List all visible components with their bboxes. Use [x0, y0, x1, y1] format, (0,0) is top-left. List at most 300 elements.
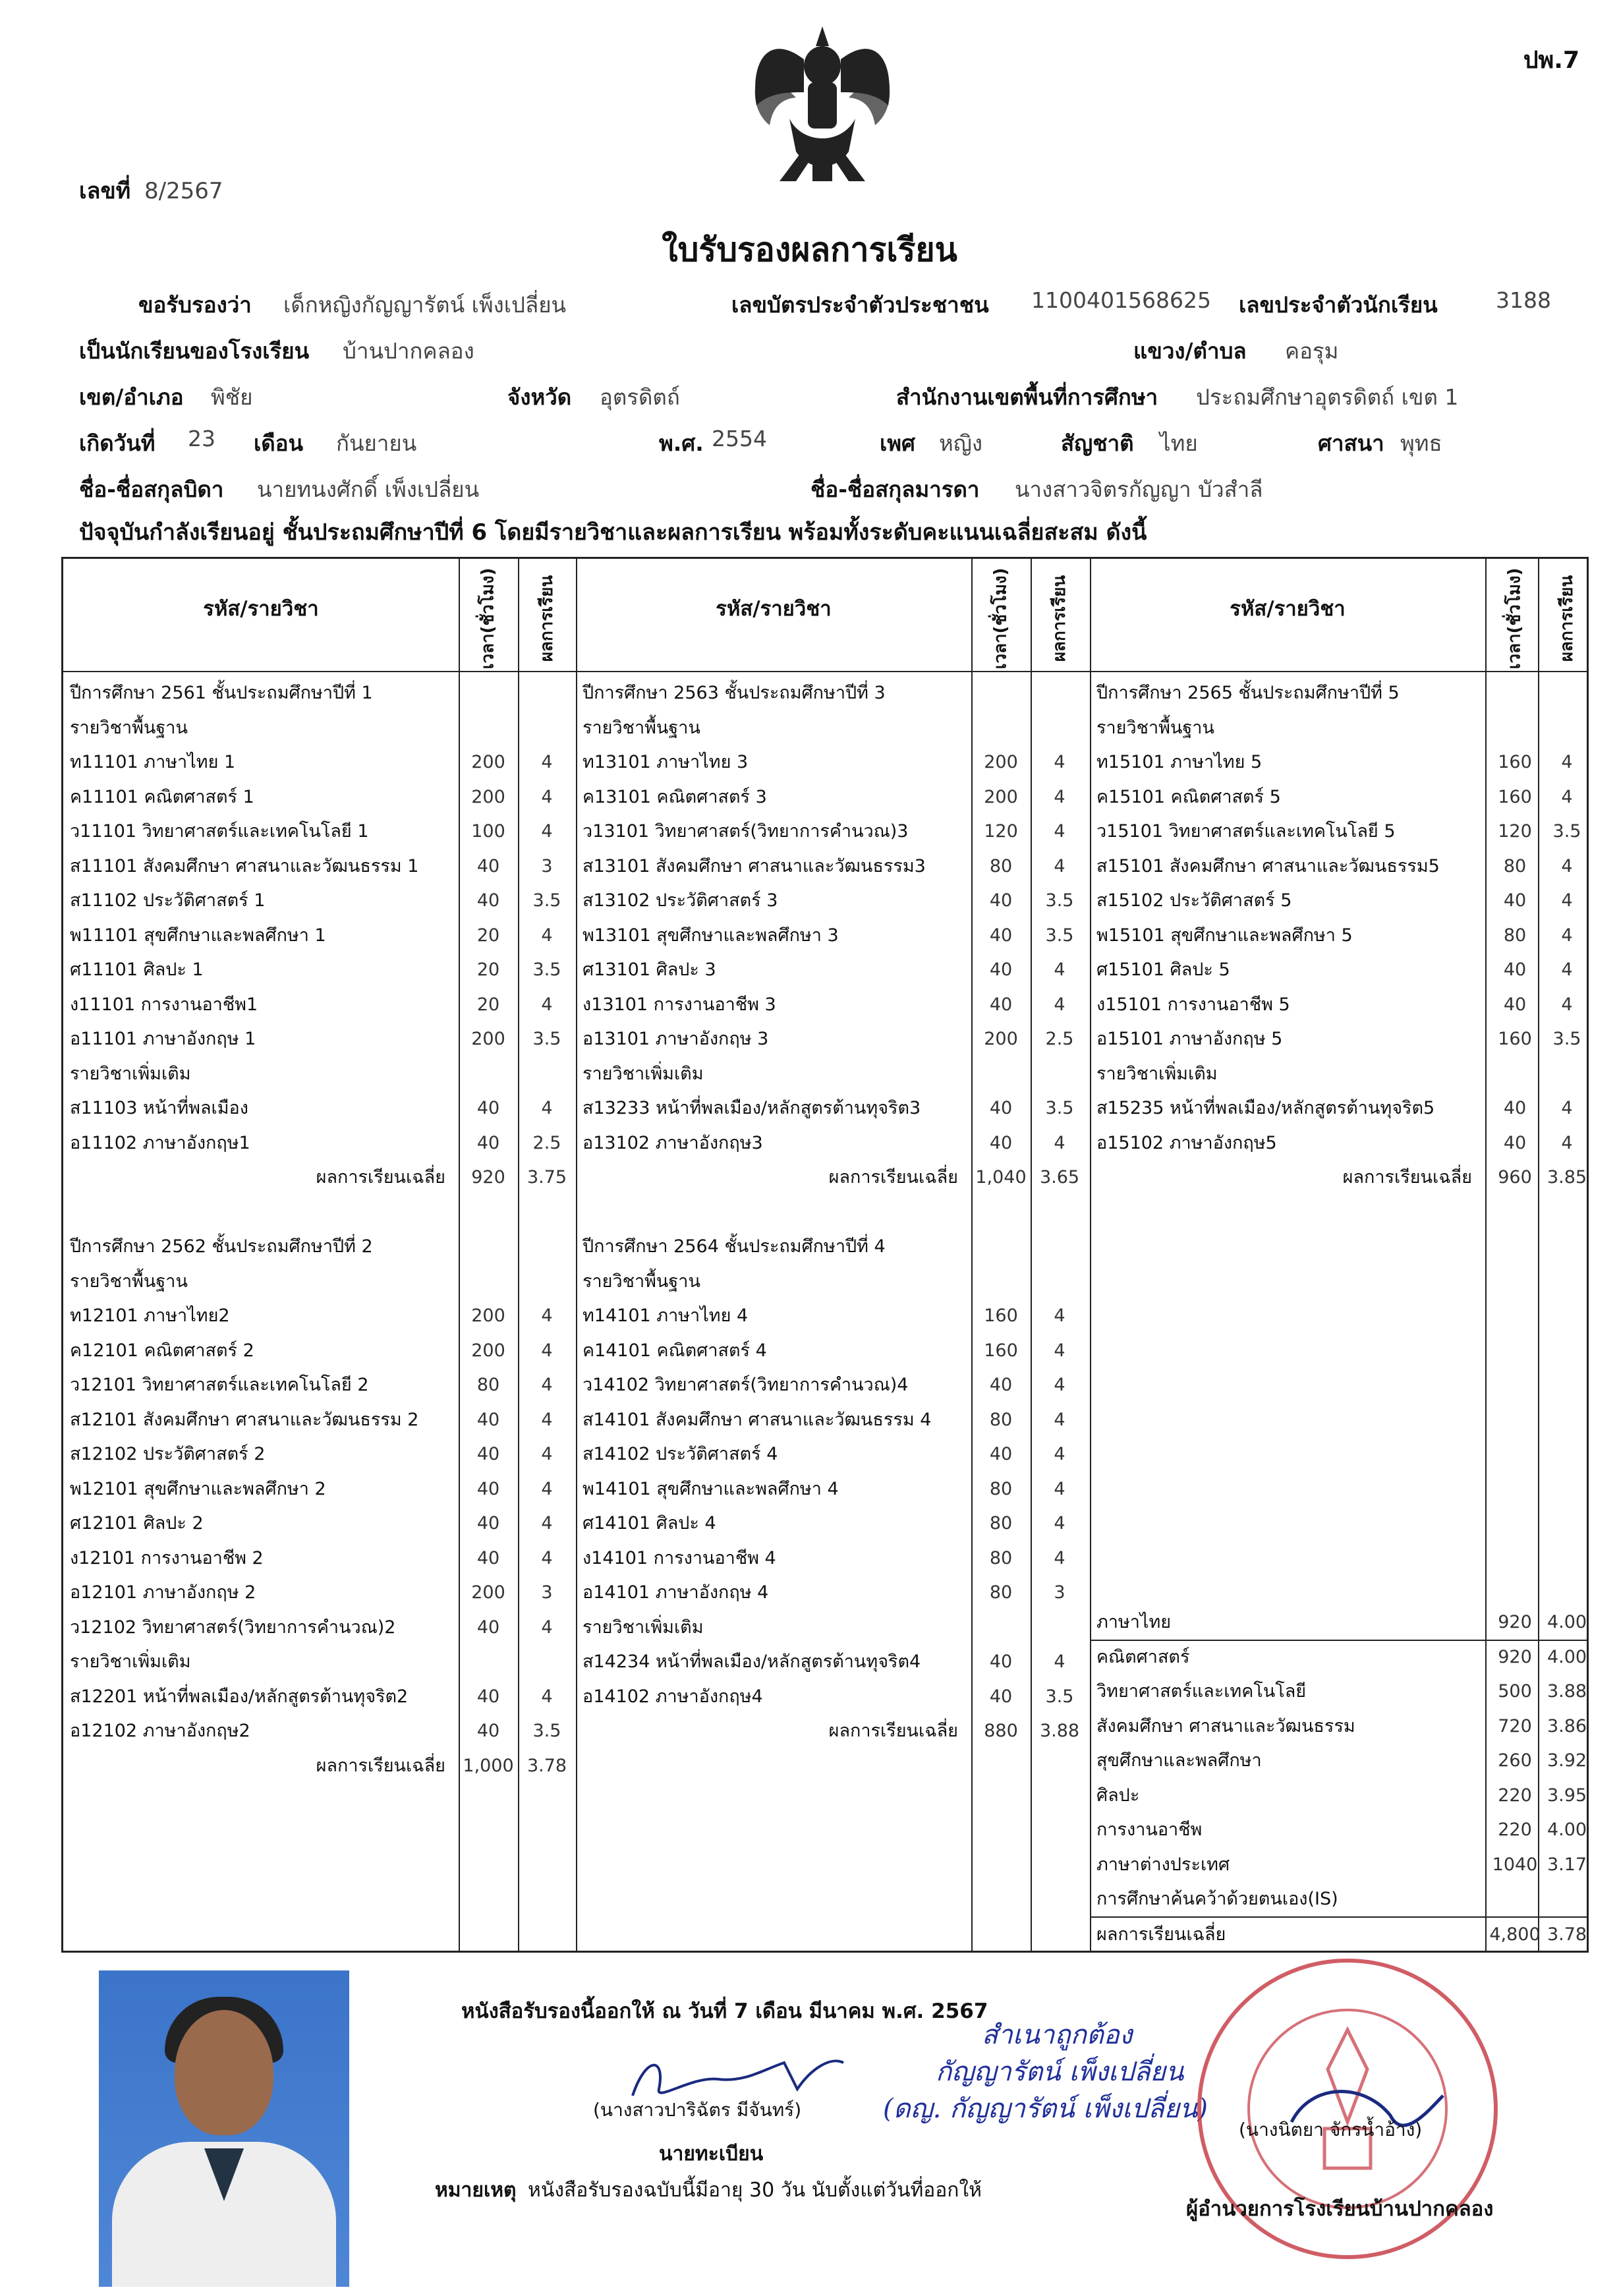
document-number-value: 8/2567 [144, 178, 223, 204]
sex-label: เพศ [880, 430, 915, 456]
birth-year-label: พ.ศ. [659, 430, 704, 456]
hours-cell: 200 [984, 752, 1018, 772]
subject-cell: อ14102 ภาษาอังกฤษ4 [582, 1686, 763, 1707]
registrar-title: นายทะเบียน [659, 2142, 764, 2166]
info-row-2 [79, 333, 1566, 364]
hours-cell [971, 1057, 1031, 1091]
hours-cell: 80 [476, 1375, 500, 1395]
subject-cell: ท15101 ภาษาไทย 5 [1096, 752, 1263, 772]
result-cell: 4 [1054, 1306, 1065, 1326]
result-cell: 4 [1561, 786, 1573, 807]
national-id: 1100401568625 [1031, 287, 1211, 313]
result-cell: 4 [1054, 786, 1065, 807]
hours-cell [459, 1195, 518, 1230]
sex: หญิง [939, 430, 982, 456]
result-cell: 4 [541, 1513, 553, 1534]
remark [435, 2175, 982, 2206]
subject-cell: รายวิชาเพิ่มเติม [582, 1617, 704, 1638]
result-cell: 4 [541, 1547, 553, 1568]
result-cell [518, 1057, 576, 1091]
subject-cell: ส13233 หน้าที่พลเมือง/หลักสูตรต้านทุจริต3 [582, 1098, 921, 1118]
result-cell: 3.5 [1552, 821, 1581, 842]
hours-cell: 40 [1503, 890, 1527, 911]
subject-cell: ศ13101 ศิลปะ 3 [582, 960, 716, 980]
summary-gpa: 3.86 [1547, 1715, 1587, 1736]
father-name: นายทนงศักดิ์ เพ็งเปลี่ยน [257, 476, 480, 502]
issue-date-text: หนังสือรับรองนี้ออกให้ ณ วันที่ 7 เดือน มีนาคม พ.ศ. 2567 [461, 1999, 988, 2023]
hours-cell: 80 [989, 855, 1013, 876]
result-cell: 4 [1561, 925, 1573, 946]
summary-hours: 720 [1498, 1715, 1532, 1736]
hours-cell: 200 [471, 752, 505, 772]
result-cell [1538, 1057, 1596, 1091]
result-cell: 3.5 [532, 960, 561, 980]
subject-cell: ปีการศึกษา 2561 ชั้นประถมศึกษาปีที่ 1 [70, 683, 373, 703]
subject-cell: ท13101 ภาษาไทย 3 [582, 752, 749, 772]
student-id: 3188 [1496, 287, 1551, 313]
result-cell: 4 [541, 821, 553, 842]
result-cell: 4 [1054, 1340, 1065, 1361]
hours-cell: 40 [1503, 1132, 1527, 1153]
result-cell: 4 [1561, 960, 1573, 980]
result-cell [1031, 1611, 1089, 1645]
grades-table [61, 557, 1589, 1953]
student-id-label: เลขประจำตัวนักเรียน [1239, 292, 1438, 318]
hours-cell: 880 [984, 1721, 1018, 1741]
subject-cell: ส14102 ประวัติศาสตร์ 4 [582, 1444, 778, 1464]
subject-cell: ปีการศึกษา 2565 ชั้นประถมศึกษาปีที่ 5 [1096, 683, 1400, 703]
summary-gpa: 4.00 [1547, 1612, 1587, 1632]
subject-cell: รายวิชาพื้นฐาน [1096, 717, 1214, 738]
subject-cell: อ13102 ภาษาอังกฤษ3 [582, 1132, 763, 1153]
subject-cell: ท11101 ภาษาไทย 1 [70, 752, 236, 772]
summary-hours: 1040 [1492, 1854, 1538, 1875]
subject-cell: พ11101 สุขศึกษาและพลศึกษา 1 [70, 925, 326, 946]
result-cell: 4 [541, 925, 553, 946]
subject-cell: ว14102 วิทยาศาสตร์(วิทยาการคำนวณ)4 [582, 1375, 909, 1395]
birth-month-label: เดือน [254, 430, 304, 456]
hours-cell: 40 [1503, 994, 1527, 1015]
result-cell: 4 [541, 994, 553, 1015]
result-cell: 4 [1561, 855, 1573, 876]
intro-text: ปัจจุบันกำลังเรียนอยู่ ชั้นประถมศึกษาปีที่ 6 โดยมีรายวิชาและผลการเรียน พร้อมทั้งระดับคะแนนเฉลี่ยสะสม ดังนี้ [79, 519, 1147, 546]
info-row-1 [79, 287, 1566, 318]
result-cell [1031, 711, 1089, 745]
remark-text: หนังสือรับรองฉบับนี้มีอายุ 30 วัน นับตั้งแต่วันที่ออกให้ [528, 2179, 982, 2202]
subject-cell: ค13101 คณิตศาสตร์ 3 [582, 786, 767, 807]
year-gpa-label: ผลการเรียนเฉลี่ย [828, 1721, 958, 1741]
summary-subject: คณิตศาสตร์ [1096, 1646, 1190, 1667]
summary-hours: 920 [1498, 1646, 1532, 1667]
subject-cell: ค12101 คณิตศาสตร์ 2 [70, 1340, 254, 1361]
subject-cell: ส11103 หน้าที่พลเมือง [70, 1098, 248, 1118]
subject-cell: ปีการศึกษา 2562 ชั้นประถมศึกษาปีที่ 2 [70, 1236, 373, 1257]
hours-cell: 40 [989, 1132, 1013, 1153]
header-hours: เวลา(ชั่วโมง) [990, 567, 1011, 669]
result-cell [518, 1195, 576, 1230]
result-cell [518, 711, 576, 745]
remark-label: หมายเหตุ [435, 2179, 517, 2202]
subject-cell: อ15102 ภาษาอังกฤษ5 [1096, 1132, 1277, 1153]
result-cell: 4 [1054, 1132, 1065, 1153]
document-number [79, 173, 223, 208]
result-cell [1031, 1265, 1089, 1299]
hours-cell: 80 [989, 1547, 1013, 1568]
hours-cell: 200 [471, 1306, 505, 1326]
result-cell: 4 [1054, 752, 1065, 772]
result-cell: 4 [1054, 855, 1065, 876]
subject-cell: ค15101 คณิตศาสตร์ 5 [1096, 786, 1281, 807]
student-photo [99, 1970, 349, 2287]
result-cell: 4 [541, 1444, 553, 1464]
education-office: ประถมศึกษาอุตรดิตถ์ เขต 1 [1196, 384, 1459, 410]
hours-cell: 40 [476, 1478, 500, 1499]
birth-month: กันยายน [336, 430, 417, 456]
result-cell [1538, 676, 1596, 710]
subject-cell: ส12102 ประวัติศาสตร์ 2 [70, 1444, 266, 1464]
subject-cell: รายวิชาเพิ่มเติม [582, 1063, 704, 1084]
hours-cell: 960 [1498, 1167, 1532, 1188]
birth-day: 23 [188, 426, 215, 451]
result-cell: 4 [541, 752, 553, 772]
hours-cell: 40 [476, 1444, 500, 1464]
result-cell: 4 [541, 1306, 553, 1326]
subject-cell: ศ14101 ศิลปะ 4 [582, 1513, 716, 1534]
hours-cell: 40 [476, 1617, 500, 1638]
header-subject: รหัส/รายวิชา [1230, 597, 1346, 621]
result-cell: 3.88 [1039, 1721, 1080, 1741]
result-cell: 3.5 [532, 890, 561, 911]
result-cell: 4 [1561, 1132, 1573, 1153]
result-cell: 4 [1054, 960, 1065, 980]
subject-cell: พ12101 สุขศึกษาและพลศึกษา 2 [70, 1478, 326, 1499]
summary-hours: 260 [1498, 1750, 1532, 1771]
hours-cell [1485, 676, 1545, 710]
subject-cell: ส13102 ประวัติศาสตร์ 3 [582, 890, 778, 911]
result-cell [1538, 711, 1596, 745]
hours-cell: 200 [984, 786, 1018, 807]
overall-gpa-label: ผลการเรียนเฉลี่ย [1096, 1924, 1226, 1945]
hours-cell [971, 676, 1031, 710]
result-cell: 2.5 [1045, 1029, 1074, 1049]
summary-subject: การงานอาชีพ [1096, 1820, 1203, 1840]
subject-cell: ส15102 ประวัติศาสตร์ 5 [1096, 890, 1292, 911]
result-cell: 4 [541, 1617, 553, 1638]
hours-cell: 20 [476, 994, 500, 1015]
document-number-label: เลขที่ [79, 178, 131, 204]
subject-cell: ค11101 คณิตศาสตร์ 1 [70, 786, 254, 807]
result-cell: 3.5 [532, 1721, 561, 1741]
hours-cell: 40 [989, 1686, 1013, 1707]
father-label: ชื่อ-ชื่อสกุลบิดา [79, 476, 224, 502]
result-cell: 3.5 [1045, 890, 1074, 911]
subject-cell: พ13101 สุขศึกษาและพลศึกษา 3 [582, 925, 839, 946]
garuda-emblem [743, 20, 901, 191]
national-id-label: เลขบัตรประจำตัวประชาชน [731, 292, 989, 318]
result-cell [518, 1230, 576, 1264]
district-label: เขต/อำเภอ [79, 384, 184, 410]
result-cell: 4 [541, 786, 553, 807]
hours-cell: 40 [476, 1098, 500, 1118]
handnote-signature: กัญญารัตน์ เพ็งเปลี่ยน [936, 2057, 1184, 2087]
subject-cell: อ14101 ภาษาอังกฤษ 4 [582, 1582, 769, 1603]
subject-cell: ว12102 วิทยาศาสตร์(วิทยาการคำนวณ)2 [70, 1617, 396, 1638]
summary-subject: สังคมศึกษา ศาสนาและวัฒนธรรม [1096, 1715, 1355, 1736]
hours-cell: 40 [989, 994, 1013, 1015]
summary-gpa: 4.00 [1547, 1820, 1587, 1840]
result-cell: 4 [541, 1375, 553, 1395]
hours-cell: 1,040 [975, 1167, 1027, 1188]
hours-cell: 80 [1503, 855, 1527, 876]
result-cell: 4 [1054, 821, 1065, 842]
subject-cell: ว12101 วิทยาศาสตร์และเทคโนโลยี 2 [70, 1375, 369, 1395]
hours-cell: 160 [984, 1306, 1018, 1326]
result-cell: 4 [541, 1686, 553, 1707]
summary-hours: 220 [1498, 1820, 1532, 1840]
hours-cell: 20 [476, 960, 500, 980]
overall-gpa: 3.78 [1547, 1924, 1587, 1945]
summary-subject: ศิลปะ [1096, 1785, 1140, 1806]
result-cell: 3.75 [526, 1167, 567, 1188]
hours-cell [459, 676, 518, 710]
district: พิชัย [211, 384, 253, 410]
subject-cell: ว11101 วิทยาศาสตร์และเทคโนโลยี 1 [70, 821, 369, 842]
subject-cell: อ15101 ภาษาอังกฤษ 5 [1096, 1029, 1283, 1049]
summary-gpa [1538, 1882, 1596, 1916]
hours-cell: 200 [471, 1029, 505, 1049]
result-cell: 4 [1561, 994, 1573, 1015]
subject-cell: ปีการศึกษา 2564 ชั้นประถมศึกษาปีที่ 4 [582, 1236, 886, 1257]
certify-label: ขอรับรองว่า [138, 292, 252, 318]
info-row-4 [79, 426, 1566, 456]
hours-cell: 40 [989, 925, 1013, 946]
result-cell [518, 676, 576, 710]
hours-cell: 40 [989, 1375, 1013, 1395]
hours-cell: 200 [471, 1340, 505, 1361]
education-office-label: สำนักงานเขตพื้นที่การศึกษา [896, 384, 1158, 410]
hours-cell: 200 [984, 1029, 1018, 1049]
year-gpa-label: ผลการเรียนเฉลี่ย [1342, 1167, 1472, 1188]
hours-cell: 40 [476, 1132, 500, 1153]
subject-cell: ว13101 วิทยาศาสตร์(วิทยาการคำนวณ)3 [582, 821, 909, 842]
hours-cell: 40 [476, 890, 500, 911]
result-cell: 4 [541, 1409, 553, 1430]
hours-cell: 160 [984, 1340, 1018, 1361]
subject-cell: อ11101 ภาษาอังกฤษ 1 [70, 1029, 256, 1049]
hours-cell [1485, 711, 1545, 745]
province-label: จังหวัด [507, 384, 572, 410]
nationality: ไทย [1160, 430, 1198, 456]
hours-cell: 40 [476, 1513, 500, 1534]
result-cell: 3.5 [1552, 1029, 1581, 1049]
column-divider [1090, 559, 1091, 1951]
header-result: ผลการเรียน [537, 575, 557, 662]
result-cell: 4 [1054, 1513, 1065, 1534]
subject-cell: พ15101 สุขศึกษาและพลศึกษา 5 [1096, 925, 1353, 946]
result-cell: 3 [1054, 1582, 1065, 1603]
result-cell [518, 1645, 576, 1679]
hours-cell: 160 [1498, 786, 1532, 807]
result-cell [1031, 1230, 1089, 1264]
subject-cell: อ13101 ภาษาอังกฤษ 3 [582, 1029, 769, 1049]
hours-cell: 40 [989, 1444, 1013, 1464]
result-cell: 3 [541, 1582, 553, 1603]
summary-subject: วิทยาศาสตร์และเทคโนโลยี [1096, 1681, 1307, 1702]
director-title: ผู้อำนวยการโรงเรียนบ้านปากคลอง [1186, 2197, 1494, 2221]
summary-subject: ภาษาต่างประเทศ [1096, 1854, 1230, 1875]
subject-cell: อ11102 ภาษาอังกฤษ1 [70, 1132, 250, 1153]
result-cell [1031, 1195, 1089, 1230]
result-cell: 4 [541, 1478, 553, 1499]
subject-cell: ส14101 สังคมศึกษา ศาสนาและวัฒนธรรม 4 [582, 1409, 932, 1430]
subject-cell: อ12102 ภาษาอังกฤษ2 [70, 1721, 250, 1741]
info-row-5 [79, 472, 1566, 502]
result-cell: 4 [1561, 1098, 1573, 1118]
subject-cell: ว15101 วิทยาศาสตร์และเทคโนโลยี 5 [1096, 821, 1396, 842]
hours-cell: 40 [989, 1651, 1013, 1672]
result-cell [1031, 676, 1089, 710]
result-cell: 4 [1054, 994, 1065, 1015]
hours-cell: 200 [471, 786, 505, 807]
birth-year: 2554 [712, 426, 767, 451]
summary-subject: สุขศึกษาและพลศึกษา [1096, 1750, 1262, 1771]
header-hours: เวลา(ชั่วโมง) [478, 567, 498, 669]
hours-cell: 40 [476, 855, 500, 876]
summary-hours [1485, 1882, 1545, 1916]
hours-cell: 80 [989, 1478, 1013, 1499]
summary-gpa: 3.95 [1547, 1785, 1587, 1806]
summary-gpa: 4.00 [1547, 1646, 1587, 1667]
header-result: ผลการเรียน [1050, 575, 1070, 662]
hours-cell [971, 1230, 1031, 1264]
handwritten-note [883, 2017, 1208, 2127]
subdistrict: คอรุม [1285, 338, 1339, 364]
result-cell [1031, 1057, 1089, 1091]
subject-cell: ท12101 ภาษาไทย2 [70, 1306, 230, 1326]
result-cell: 3.5 [1045, 1686, 1074, 1707]
hours-cell: 40 [476, 1721, 500, 1741]
subdistrict-label: แขวง/ตำบล [1133, 338, 1247, 364]
hours-cell: 160 [1498, 752, 1532, 772]
province: อุตรดิตถ์ [600, 384, 680, 410]
hours-cell: 120 [1498, 821, 1532, 842]
result-cell [518, 1265, 576, 1299]
hours-cell [971, 711, 1031, 745]
subject-cell: รายวิชาเพิ่มเติม [70, 1651, 191, 1672]
subject-cell: ส15235 หน้าที่พลเมือง/หลักสูตรต้านทุจริต5 [1096, 1098, 1435, 1118]
hours-cell: 120 [984, 821, 1018, 842]
subject-cell: ส12101 สังคมศึกษา ศาสนาและวัฒนธรรม 2 [70, 1409, 419, 1430]
result-cell: 3.85 [1547, 1167, 1587, 1188]
summary-gpa: 3.92 [1547, 1750, 1587, 1771]
summary-subject: การศึกษาค้นคว้าด้วยตนเอง(IS) [1096, 1889, 1338, 1909]
subject-cell: ท14101 ภาษาไทย 4 [582, 1306, 749, 1326]
hours-cell: 40 [476, 1547, 500, 1568]
result-cell: 4 [541, 1098, 553, 1118]
nationality-label: สัญชาติ [1061, 430, 1134, 456]
religion: พุทธ [1400, 430, 1442, 456]
hours-cell: 80 [989, 1513, 1013, 1534]
subject-cell: ง15101 การงานอาชีพ 5 [1096, 994, 1290, 1015]
header-result: ผลการเรียน [1557, 575, 1577, 662]
birth-day-label: เกิดวันที่ [79, 430, 156, 456]
hours-cell: 40 [1503, 960, 1527, 980]
hours-cell: 80 [989, 1409, 1013, 1430]
hours-cell: 1,000 [463, 1755, 514, 1776]
subject-cell: ศ12101 ศิลปะ 2 [70, 1513, 204, 1534]
subject-cell: รายวิชาเพิ่มเติม [1096, 1063, 1218, 1084]
header-divider [63, 671, 1587, 672]
hours-cell [1485, 1057, 1545, 1091]
hours-cell: 20 [476, 925, 500, 946]
hours-cell [459, 1057, 518, 1091]
mother-name: นางสาวจิตรกัญญา บัวสำลี [1015, 476, 1263, 502]
result-cell: 4 [1561, 890, 1573, 911]
hours-cell: 920 [471, 1167, 505, 1188]
subject-cell: ส13101 สังคมศึกษา ศาสนาและวัฒนธรรม3 [582, 855, 926, 876]
subject-cell: รายวิชาพื้นฐาน [582, 1271, 700, 1292]
info-row-3 [79, 380, 1566, 410]
hours-cell: 80 [1503, 925, 1527, 946]
result-cell: 3.78 [526, 1755, 567, 1776]
subject-cell: ส14234 หน้าที่พลเมือง/หลักสูตรต้านทุจริต4 [582, 1651, 921, 1672]
hours-cell: 100 [471, 821, 505, 842]
result-cell: 4 [1054, 1444, 1065, 1464]
document-code: ปพ.7 [1523, 47, 1579, 74]
result-cell: 4 [1054, 1409, 1065, 1430]
school-label: เป็นนักเรียนของโรงเรียน [79, 338, 310, 364]
hours-cell [459, 1230, 518, 1264]
subject-cell: ง14101 การงานอาชีพ 4 [582, 1547, 776, 1568]
hours-cell: 40 [989, 1098, 1013, 1118]
hours-cell: 40 [476, 1409, 500, 1430]
subject-cell: รายวิชาพื้นฐาน [70, 1271, 188, 1292]
hours-cell [971, 1611, 1031, 1645]
hours-cell [459, 1265, 518, 1299]
result-cell: 4 [1054, 1478, 1065, 1499]
subject-cell: รายวิชาพื้นฐาน [70, 717, 188, 738]
year-gpa-label: ผลการเรียนเฉลี่ย [316, 1755, 445, 1776]
hours-cell [459, 711, 518, 745]
hours-cell: 40 [989, 960, 1013, 980]
result-cell: 4 [1054, 1375, 1065, 1395]
subject-cell: ส11102 ประวัติศาสตร์ 1 [70, 890, 266, 911]
student-name: เด็กหญิงกัญญารัตน์ เพ็งเปลี่ยน [283, 292, 567, 318]
hours-cell: 40 [476, 1686, 500, 1707]
header-hours: เวลา(ชั่วโมง) [1504, 567, 1525, 669]
hours-cell [459, 1645, 518, 1679]
religion-label: ศาสนา [1318, 430, 1384, 456]
summary-gpa: 3.88 [1547, 1681, 1587, 1702]
subject-cell: ส11101 สังคมศึกษา ศาสนาและวัฒนธรรม 1 [70, 855, 419, 876]
summary-hours: 920 [1498, 1612, 1532, 1632]
subject-cell: ง11101 การงานอาชีพ1 [70, 994, 258, 1015]
subject-cell: ง12101 การงานอาชีพ 2 [70, 1547, 264, 1568]
result-cell: 4 [541, 1340, 553, 1361]
result-cell: 3.5 [1045, 925, 1074, 946]
hours-cell: 80 [989, 1582, 1013, 1603]
hours-cell: 40 [989, 890, 1013, 911]
header-subject: รหัส/รายวิชา [203, 597, 319, 621]
subject-cell: ปีการศึกษา 2563 ชั้นประถมศึกษาปีที่ 3 [582, 683, 886, 703]
hours-cell [971, 1195, 1031, 1230]
header-subject: รหัส/รายวิชา [716, 597, 832, 621]
subject-cell: รายวิชาเพิ่มเติม [70, 1063, 191, 1084]
subject-cell: ศ11101 ศิลปะ 1 [70, 960, 204, 980]
subject-cell: ค14101 คณิตศาสตร์ 4 [582, 1340, 767, 1361]
result-cell: 4 [1054, 1547, 1065, 1568]
result-cell: 2.5 [532, 1132, 561, 1153]
